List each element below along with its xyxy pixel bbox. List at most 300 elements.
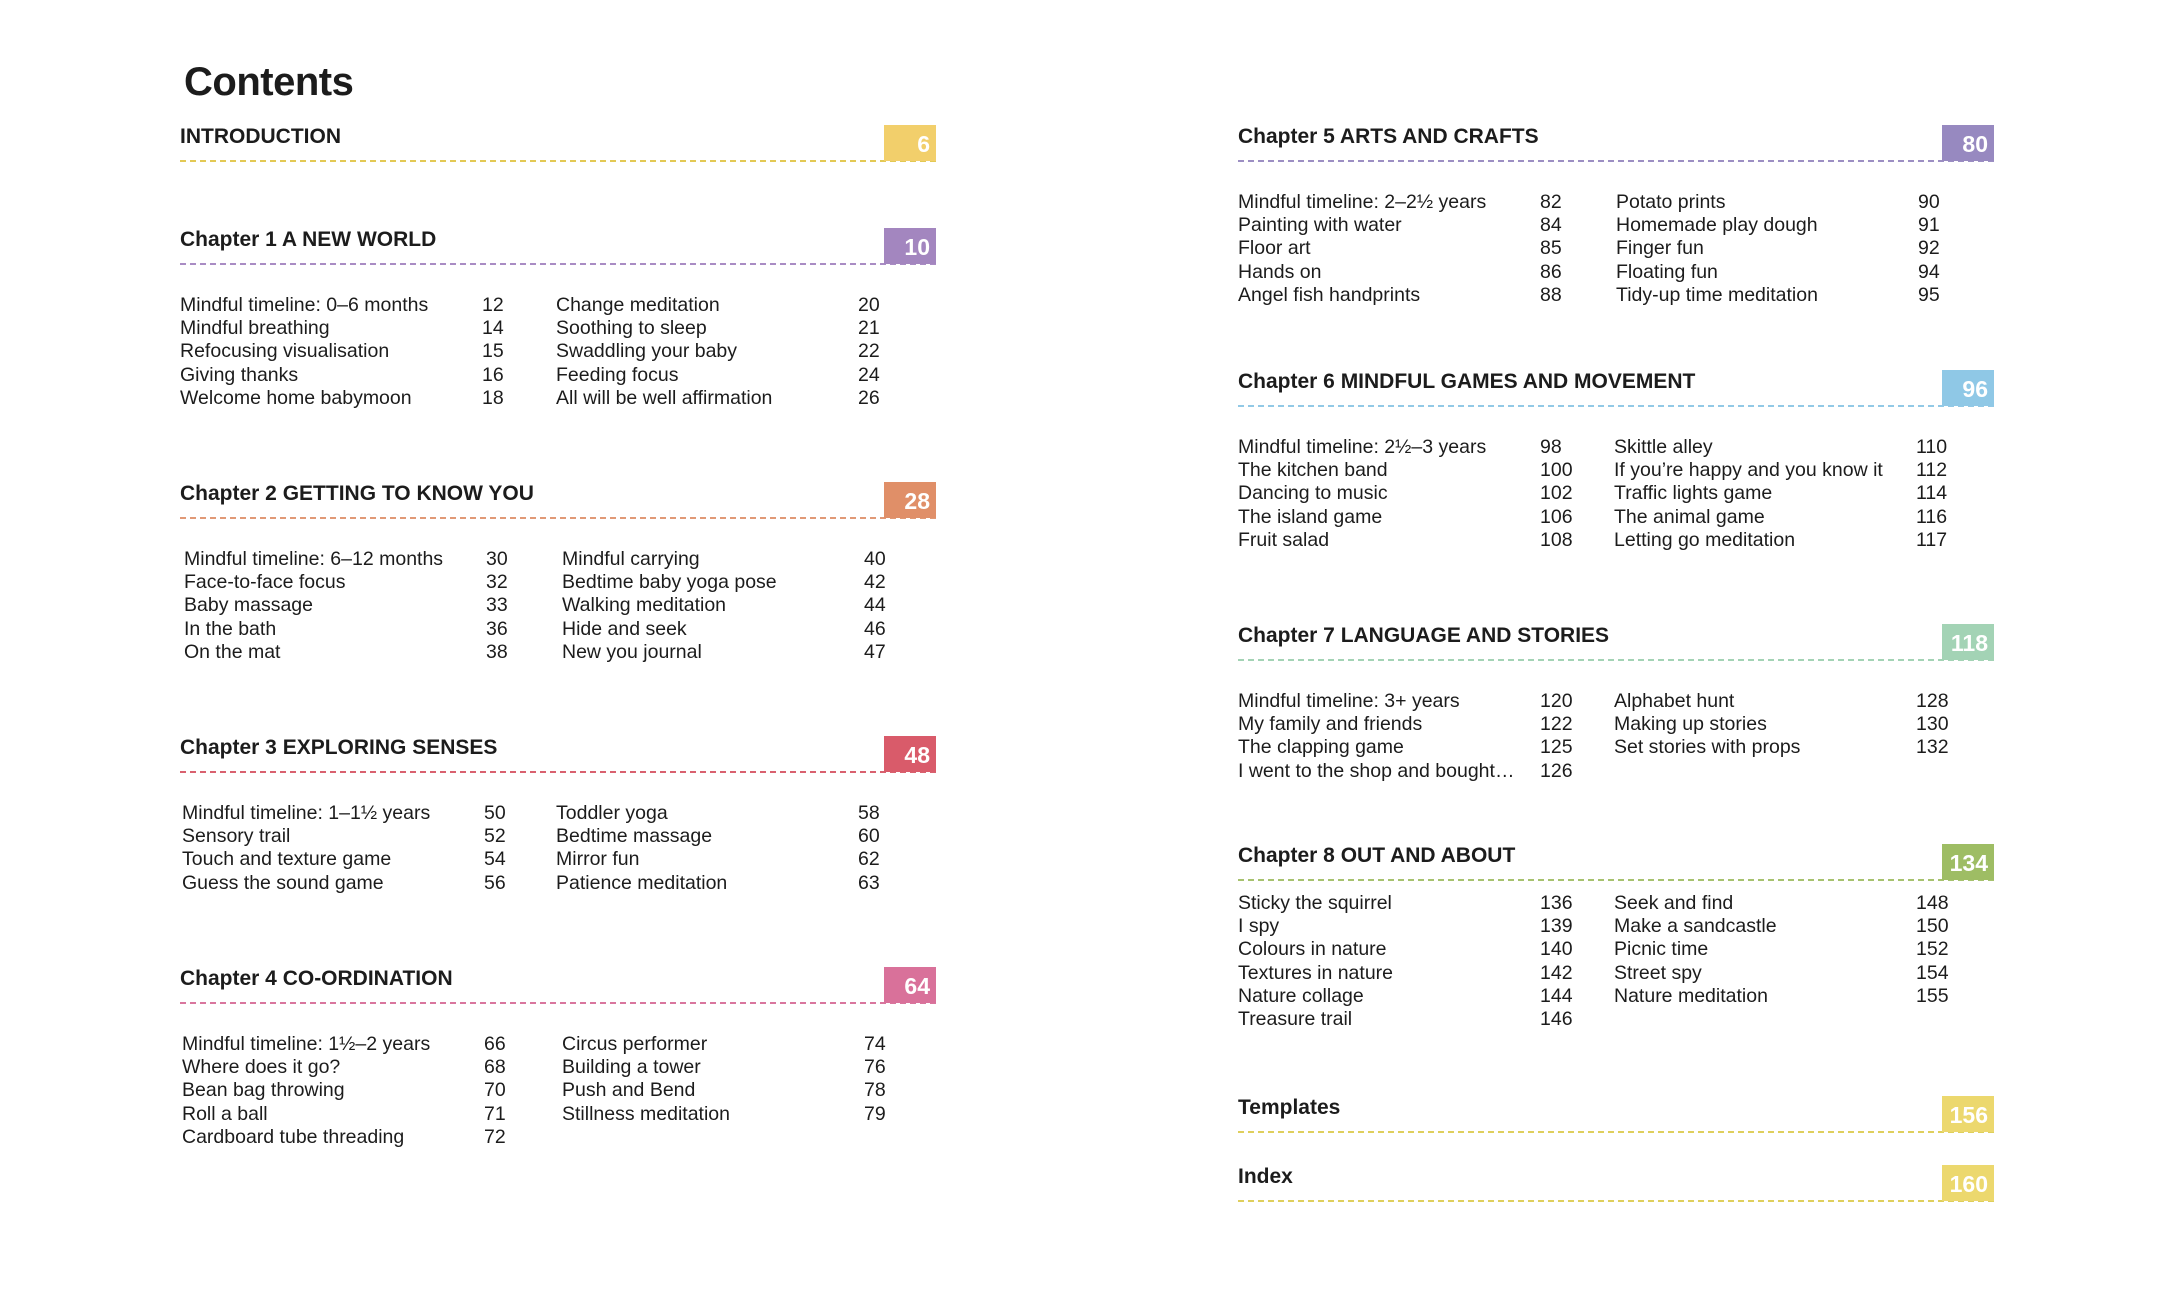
toc-entry[interactable]: [184, 571, 534, 594]
entry-title: Textures in nature: [1238, 961, 1394, 984]
entry-page: 84: [1540, 214, 1562, 237]
entry-column-left: [1238, 690, 1588, 783]
entry-title: Skittle alley: [1614, 436, 1713, 458]
section-divider: [180, 160, 936, 162]
entry-column-right: [1616, 191, 1956, 307]
toc-entry[interactable]: [1614, 506, 1954, 529]
section-title: Chapter 1 A NEW WORLD: [180, 228, 437, 251]
entry-column-left: [1238, 191, 1588, 307]
entry-page: 40: [864, 548, 886, 570]
entry-title: Welcome home babymoon: [180, 386, 412, 409]
entry-page: 117: [1916, 528, 1948, 551]
toc-entry[interactable]: [1238, 713, 1588, 736]
entry-page: 56: [484, 871, 506, 894]
toc-entry[interactable]: [182, 1033, 532, 1056]
entry-page: 38: [486, 640, 508, 663]
entry-title: Change meditation: [556, 294, 720, 316]
toc-entry[interactable]: [1238, 506, 1588, 529]
entry-page: 63: [858, 871, 880, 894]
entry-title: New you journal: [562, 640, 702, 663]
toc-entry[interactable]: [562, 1056, 902, 1079]
entry-title: Mindful carrying: [562, 548, 700, 570]
entry-title: Bedtime massage: [556, 825, 713, 848]
section-title: Chapter 2 GETTING TO KNOW YOU: [180, 482, 534, 505]
section-header[interactable]: [1238, 1155, 1994, 1211]
toc-entry[interactable]: [1238, 690, 1588, 713]
toc-entry[interactable]: [1238, 436, 1588, 459]
entry-page: 136: [1540, 892, 1573, 914]
entry-title: Street spy: [1614, 961, 1702, 984]
entry-title: Hide and seek: [562, 617, 687, 640]
entry-title: Seek and find: [1614, 892, 1734, 914]
entry-column-left: [184, 548, 534, 664]
toc-entry[interactable]: [180, 340, 530, 363]
section-title: Chapter 5 ARTS AND CRAFTS: [1238, 125, 1539, 148]
entry-title: Set stories with props: [1614, 736, 1801, 759]
entry-title: All will be well affirmation: [556, 386, 773, 409]
toc-entry[interactable]: [562, 618, 902, 641]
entry-title: I spy: [1238, 915, 1280, 938]
toc-entry[interactable]: [562, 1103, 902, 1126]
toc-entry[interactable]: [1238, 284, 1588, 307]
entry-page: 66: [484, 1033, 506, 1055]
toc-entry[interactable]: [184, 641, 534, 664]
entry-page: 112: [1916, 459, 1948, 482]
entry-title: Push and Bend: [562, 1079, 696, 1102]
entry-page: 50: [484, 802, 506, 824]
page-badge: 10: [884, 228, 936, 264]
page-badge: 160: [1942, 1165, 1994, 1201]
section-divider: [180, 1002, 936, 1004]
entry-title: Mirror fun: [556, 848, 640, 871]
entry-title: Mindful timeline: 1½–2 years: [182, 1033, 431, 1055]
section-header[interactable]: [1238, 1086, 1994, 1142]
section-header[interactable]: [1238, 614, 1994, 670]
entry-page: 126: [1540, 759, 1573, 782]
entry-page: 132: [1916, 736, 1949, 759]
toc-entry[interactable]: [1614, 713, 1954, 736]
entry-page: 42: [864, 571, 886, 594]
section-index: [1238, 1155, 1994, 1211]
toc-entry[interactable]: [182, 1056, 532, 1079]
toc-entry[interactable]: [556, 802, 896, 825]
entry-title: Soothing to sleep: [556, 317, 707, 340]
section-header[interactable]: [1238, 360, 1994, 416]
toc-entry[interactable]: [182, 1079, 532, 1102]
page-badge: 80: [1942, 125, 1994, 161]
entry-column-left: [182, 802, 532, 895]
entry-page: 70: [484, 1079, 506, 1102]
section-chapter-3: [180, 726, 936, 918]
section-divider: [1238, 405, 1994, 407]
toc-entry[interactable]: [1238, 459, 1588, 482]
section-divider: [1238, 879, 1994, 881]
entry-page: 150: [1916, 915, 1949, 938]
section-chapter-7: [1238, 614, 1994, 806]
toc-entry[interactable]: [1238, 214, 1588, 237]
toc-entry[interactable]: [562, 1079, 902, 1102]
entry-page: 142: [1540, 961, 1573, 984]
toc-entry[interactable]: [1238, 915, 1588, 938]
page-title: Contents: [184, 60, 354, 104]
section-header[interactable]: [180, 957, 936, 1013]
toc-entry[interactable]: [556, 848, 896, 871]
entry-title: Refocusing visualisation: [180, 340, 390, 363]
toc-entry[interactable]: [182, 1126, 532, 1149]
section-divider: [1238, 659, 1994, 661]
entry-title: Baby massage: [184, 594, 313, 617]
section-templates: [1238, 1086, 1994, 1142]
entry-page: 21: [858, 317, 880, 340]
entry-title: Sensory trail: [182, 825, 291, 848]
section-divider: [180, 263, 936, 265]
entry-page: 144: [1540, 984, 1573, 1007]
entry-page: 125: [1540, 736, 1573, 759]
entry-page: 155: [1916, 984, 1949, 1007]
entry-page: 140: [1540, 938, 1573, 961]
entry-page: 22: [858, 340, 880, 363]
entry-title: Touch and texture game: [182, 848, 392, 871]
entry-title: Guess the sound game: [182, 871, 384, 894]
toc-entry[interactable]: [1238, 261, 1588, 284]
entry-page: 18: [482, 386, 504, 409]
section-header[interactable]: [1238, 115, 1994, 171]
entry-title: On the mat: [184, 640, 281, 663]
entry-page: 54: [484, 848, 506, 871]
toc-entry[interactable]: [556, 294, 896, 317]
toc-entry[interactable]: [1238, 938, 1588, 961]
entry-page: 116: [1916, 505, 1948, 528]
toc-entry[interactable]: [1616, 284, 1956, 307]
toc-entry[interactable]: [556, 872, 896, 895]
entry-title: Traffic lights game: [1614, 482, 1773, 505]
entry-page: 139: [1540, 915, 1573, 938]
entry-title: Mindful timeline: 6–12 months: [184, 548, 444, 570]
page-badge: 48: [884, 736, 936, 772]
entry-page: 30: [486, 548, 508, 570]
entry-title: Mindful timeline: 2½–3 years: [1238, 436, 1487, 458]
toc-entry[interactable]: [1614, 915, 1954, 938]
entry-list: [180, 1033, 936, 1149]
entry-title: Homemade play dough: [1616, 214, 1818, 237]
toc-entry[interactable]: [1614, 962, 1954, 985]
entry-page: 79: [864, 1102, 886, 1125]
section-title: Chapter 7 LANGUAGE AND STORIES: [1238, 624, 1610, 647]
section-divider: [180, 517, 936, 519]
entry-title: Painting with water: [1238, 214, 1402, 237]
entry-column-left: [1238, 436, 1588, 552]
entry-page: 20: [858, 294, 880, 316]
entry-list: [180, 802, 936, 918]
toc-entry[interactable]: [182, 825, 532, 848]
entry-page: 82: [1540, 191, 1562, 213]
entry-page: 15: [482, 340, 504, 363]
toc-entry[interactable]: [562, 571, 902, 594]
toc-entry[interactable]: [182, 848, 532, 871]
toc-entry[interactable]: [1616, 261, 1956, 284]
entry-page: 24: [858, 363, 880, 386]
entry-page: 114: [1916, 482, 1948, 505]
entry-page: 85: [1540, 237, 1562, 260]
entry-page: 91: [1918, 214, 1940, 237]
page-badge: 28: [884, 482, 936, 518]
entry-list: [1238, 690, 1994, 806]
entry-page: 71: [484, 1102, 506, 1125]
toc-entry[interactable]: [1614, 482, 1954, 505]
entry-title: Where does it go?: [182, 1056, 341, 1079]
entry-page: 90: [1918, 191, 1940, 213]
section-title: Chapter 3 EXPLORING SENSES: [180, 736, 498, 759]
section-header[interactable]: [180, 726, 936, 782]
entry-title: Floating fun: [1616, 260, 1718, 283]
entry-column-right: [562, 1033, 902, 1126]
page-badge: 118: [1942, 624, 1994, 660]
toc-entry[interactable]: [184, 594, 534, 617]
entry-title: Cardboard tube threading: [182, 1125, 405, 1148]
toc-entry[interactable]: [1614, 985, 1954, 1008]
entry-title: Colours in nature: [1238, 938, 1387, 961]
entry-page: 74: [864, 1033, 886, 1055]
entry-page: 110: [1916, 436, 1948, 458]
entry-title: In the bath: [184, 617, 277, 640]
entry-title: Treasure trail: [1238, 1007, 1353, 1030]
entry-title: Nature meditation: [1614, 984, 1768, 1007]
section-chapter-6: [1238, 360, 1994, 552]
entry-page: 100: [1540, 459, 1573, 482]
toc-entry[interactable]: [184, 618, 534, 641]
entry-title: Picnic time: [1614, 938, 1709, 961]
toc-entry[interactable]: [562, 548, 902, 571]
entry-list: [1238, 436, 1994, 552]
section-title: Chapter 4 CO-ORDINATION: [180, 967, 453, 990]
entry-title: Walking meditation: [562, 594, 727, 617]
entry-title: Making up stories: [1614, 713, 1767, 736]
page-badge: 96: [1942, 370, 1994, 406]
section-header[interactable]: [180, 218, 936, 274]
entry-title: Bean bag throwing: [182, 1079, 345, 1102]
page-badge: 64: [884, 967, 936, 1003]
toc-entry[interactable]: [1614, 690, 1954, 713]
toc-entry[interactable]: [562, 594, 902, 617]
entry-list: [1238, 892, 1994, 1030]
entry-page: 154: [1916, 961, 1949, 984]
entry-title: Building a tower: [562, 1056, 701, 1079]
entry-title: Roll a ball: [182, 1102, 268, 1125]
entry-title: If you’re happy and you know it: [1614, 459, 1883, 482]
toc-entry[interactable]: [182, 1103, 532, 1126]
entry-column-right: [1614, 436, 1954, 552]
toc-entry[interactable]: [1238, 736, 1588, 759]
entry-title: Alphabet hunt: [1614, 690, 1735, 712]
toc-entry[interactable]: [180, 294, 530, 317]
entry-page: 33: [486, 594, 508, 617]
entry-title: The island game: [1238, 505, 1383, 528]
entry-title: Circus performer: [562, 1033, 708, 1055]
toc-entry[interactable]: [1238, 191, 1588, 214]
toc-entry[interactable]: [556, 364, 896, 387]
entry-column-right: [556, 802, 896, 895]
entry-page: 44: [864, 594, 886, 617]
entry-page: 14: [482, 317, 504, 340]
entry-page: 98: [1540, 436, 1562, 458]
toc-entry[interactable]: [1614, 529, 1954, 552]
entry-title: Bedtime baby yoga pose: [562, 571, 777, 594]
toc-entry[interactable]: [1614, 459, 1954, 482]
entry-page: 122: [1540, 713, 1573, 736]
toc-entry[interactable]: [556, 317, 896, 340]
toc-entry[interactable]: [1614, 436, 1954, 459]
entry-title: Patience meditation: [556, 871, 728, 894]
entry-title: Letting go meditation: [1614, 528, 1796, 551]
entry-title: Potato prints: [1616, 191, 1726, 213]
toc-entry[interactable]: [1238, 760, 1588, 783]
entry-page: 16: [482, 363, 504, 386]
toc-entry[interactable]: [1238, 237, 1588, 260]
toc-entry[interactable]: [556, 825, 896, 848]
toc-entry[interactable]: [1616, 214, 1956, 237]
entry-title: Toddler yoga: [556, 802, 668, 824]
entry-page: 47: [864, 640, 886, 663]
entry-title: Swaddling your baby: [556, 340, 738, 363]
entry-page: 68: [484, 1056, 506, 1079]
toc-entry[interactable]: [180, 317, 530, 340]
entry-page: 88: [1540, 283, 1562, 306]
entry-page: 52: [484, 825, 506, 848]
entry-title: Sticky the squirrel: [1238, 892, 1392, 914]
entry-page: 94: [1918, 260, 1940, 283]
page-badge: 6: [884, 125, 936, 161]
toc-entry[interactable]: [1614, 938, 1954, 961]
toc-entry[interactable]: [562, 641, 902, 664]
section-divider: [1238, 1131, 1994, 1133]
entry-title: Finger fun: [1616, 237, 1704, 260]
entry-title: Mindful timeline: 0–6 months: [180, 294, 429, 316]
section-chapter-4: [180, 957, 936, 1149]
section-chapter-1: [180, 218, 936, 410]
entry-page: 26: [858, 386, 880, 409]
entry-page: 92: [1918, 237, 1940, 260]
section-chapter-5: [1238, 115, 1994, 307]
entry-column-right: [1614, 690, 1954, 760]
entry-title: Mindful timeline: 3+ years: [1238, 690, 1460, 712]
entry-title: Mindful timeline: 1–1½ years: [182, 802, 431, 824]
entry-title: Face-to-face focus: [184, 571, 346, 594]
entry-title: Nature collage: [1238, 984, 1364, 1007]
toc-entry[interactable]: [1238, 482, 1588, 505]
entry-page: 108: [1540, 528, 1573, 551]
entry-page: 60: [858, 825, 880, 848]
section-introduction: [180, 115, 936, 171]
entry-title: I went to the shop and bought…: [1238, 759, 1515, 782]
entry-page: 12: [482, 294, 504, 316]
entry-page: 86: [1540, 260, 1562, 283]
entry-page: 130: [1916, 713, 1949, 736]
section-header[interactable]: [1238, 834, 1994, 890]
entry-page: 120: [1540, 690, 1573, 712]
entry-title: Fruit salad: [1238, 528, 1330, 551]
section-title: Templates: [1238, 1096, 1341, 1119]
entry-page: 58: [858, 802, 880, 824]
section-header[interactable]: [180, 472, 936, 528]
section-title: Chapter 6 MINDFUL GAMES AND MOVEMENT: [1238, 370, 1696, 393]
entry-column-left: [182, 1033, 532, 1149]
entry-column-right: [1614, 892, 1954, 1008]
toc-entry[interactable]: [562, 1033, 902, 1056]
entry-page: 46: [864, 617, 886, 640]
entry-title: Feeding focus: [556, 363, 679, 386]
toc-entry[interactable]: [184, 548, 534, 571]
page-badge: 134: [1942, 844, 1994, 880]
entry-title: The kitchen band: [1238, 459, 1388, 482]
entry-page: 146: [1540, 1007, 1573, 1030]
entry-column-left: [180, 294, 530, 410]
toc-entry[interactable]: [1238, 1008, 1588, 1031]
entry-title: Hands on: [1238, 260, 1322, 283]
entry-title: Stillness meditation: [562, 1102, 730, 1125]
toc-entry[interactable]: [182, 872, 532, 895]
toc-entry[interactable]: [556, 340, 896, 363]
toc-entry[interactable]: [556, 387, 896, 410]
entry-title: Giving thanks: [180, 363, 299, 386]
entry-column-left: [1238, 892, 1588, 1031]
toc-entry[interactable]: [1238, 892, 1588, 915]
toc-entry[interactable]: [180, 387, 530, 410]
toc-entry[interactable]: [1238, 985, 1588, 1008]
toc-entry[interactable]: [180, 364, 530, 387]
toc-entry[interactable]: [1238, 529, 1588, 552]
section-divider: [1238, 1200, 1994, 1202]
entry-page: 152: [1916, 938, 1949, 961]
entry-title: Angel fish handprints: [1238, 283, 1421, 306]
toc-entry[interactable]: [1616, 237, 1956, 260]
entry-title: Tidy-up time meditation: [1616, 283, 1818, 306]
entry-title: Floor art: [1238, 237, 1311, 260]
entry-page: 102: [1540, 482, 1573, 505]
entry-page: 36: [486, 617, 508, 640]
section-chapter-8: [1238, 834, 1994, 1030]
entry-page: 148: [1916, 892, 1949, 914]
entry-title: Mindful breathing: [180, 317, 330, 340]
page-badge: 156: [1942, 1096, 1994, 1132]
entry-list: [180, 548, 936, 664]
toc-entry[interactable]: [182, 802, 532, 825]
section-title: Chapter 8 OUT AND ABOUT: [1238, 844, 1516, 867]
toc-entry[interactable]: [1238, 962, 1588, 985]
entry-page: 95: [1918, 283, 1940, 306]
entry-page: 72: [484, 1125, 506, 1148]
toc-entry[interactable]: [1614, 892, 1954, 915]
entry-title: Mindful timeline: 2–2½ years: [1238, 191, 1487, 213]
entry-page: 128: [1916, 690, 1949, 712]
section-header[interactable]: [180, 115, 936, 171]
toc-entry[interactable]: [1616, 191, 1956, 214]
entry-title: Make a sandcastle: [1614, 915, 1777, 938]
entry-title: The animal game: [1614, 505, 1765, 528]
section-chapter-2: [180, 472, 936, 664]
toc-entry[interactable]: [1614, 736, 1954, 759]
entry-title: Dancing to music: [1238, 482, 1388, 505]
entry-column-right: [562, 548, 902, 664]
entry-page: 106: [1540, 505, 1573, 528]
section-title: INTRODUCTION: [180, 125, 341, 148]
entry-page: 62: [858, 848, 880, 871]
entry-title: My family and friends: [1238, 713, 1423, 736]
section-title: Index: [1238, 1165, 1293, 1188]
entry-page: 78: [864, 1079, 886, 1102]
entry-page: 32: [486, 571, 508, 594]
entry-column-right: [556, 294, 896, 410]
entry-title: The clapping game: [1238, 736, 1404, 759]
